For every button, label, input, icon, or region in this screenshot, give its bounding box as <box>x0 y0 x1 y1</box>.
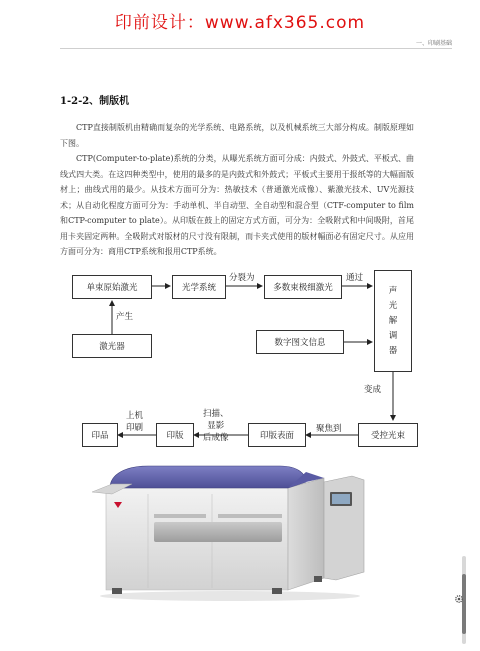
label-press-print <box>126 410 143 434</box>
label-press-line: 印刷 <box>126 423 144 433</box>
label-pass-through: 通过 <box>346 273 364 283</box>
running-head: 一、印刷基础 <box>415 40 452 47</box>
modulator-char: 光 <box>388 300 398 311</box>
label-become: 变成 <box>364 385 382 395</box>
box-single-laser: 单束原始激光 <box>72 275 152 299</box>
watermark: 印前设计：www.afx365.com <box>114 13 366 33</box>
box-optical-system: 光学系统 <box>172 275 226 299</box>
label-scan-line: 后成像 <box>203 433 229 443</box>
ctp-platesetter-photo <box>92 462 367 602</box>
box-controlled-beam: 受控光束 <box>358 423 418 447</box>
modulator-char: 解 <box>388 315 398 326</box>
paragraph-classification: CTP(Computer-to-plate)系统的分类，从曝光系统方面可分成：内鼓式、外鼓式、平板式、曲线式四大类。在这四种类型中，使用的最多的是内鼓式和外鼓式；平板式主要用于报纸等的大幅面版材上；曲线式用的最少。从技术方面可分为：热敏技术（普通激光成像）、紫激光技术、UV光源技术；从自动化程度方面可分为：手动单机、半自动型、全自动型和混合型（CTF-computer to film和CTP-computer to plate）。从印版在鼓上的固定方式方面，可分为：全吸附式和中间吸附，首尾用卡夹固定两种。全吸附式对版材的尺寸没有限制，而卡夹式使用的版材幅面必有固定尺寸。从应用方面可分为：商用CTP系统和报用CTP系统。 <box>60 154 414 256</box>
box-digital-info: 数字图文信息 <box>256 330 344 354</box>
label-split: 分裂为 <box>229 273 255 283</box>
modulator-char: 调 <box>388 330 398 341</box>
box-multi-beam-laser: 多数束极细激光 <box>264 275 342 299</box>
section-heading: 1-2-2、制版机 <box>60 96 130 107</box>
modulator-char: 器 <box>388 345 398 356</box>
label-press-line: 上机 <box>126 411 144 421</box>
label-scan-develop <box>203 408 229 444</box>
box-printed-product: 印品 <box>82 423 118 447</box>
modulator-char: 声 <box>388 285 398 296</box>
box-laser: 激光器 <box>72 334 152 358</box>
paragraph-intro: CTP直接制版机由精确而复杂的光学系统、电路系统，以及机械系统三大部分构成。制版原理如下图。 <box>60 123 414 148</box>
label-scan-line: 扫描、 <box>203 409 229 419</box>
box-acousto-optic-modulator <box>374 270 412 372</box>
label-generate: 产生 <box>116 312 134 322</box>
label-scan-line: 显影 <box>207 421 225 431</box>
box-plate: 印版 <box>156 423 194 447</box>
body-text <box>60 120 414 260</box>
box-plate-surface: 印版表面 <box>248 423 306 447</box>
header-rule <box>60 48 452 49</box>
label-focus: 聚焦到 <box>316 424 342 434</box>
scrollbar-thumb[interactable] <box>462 574 466 634</box>
gear-icon[interactable] <box>454 594 464 604</box>
